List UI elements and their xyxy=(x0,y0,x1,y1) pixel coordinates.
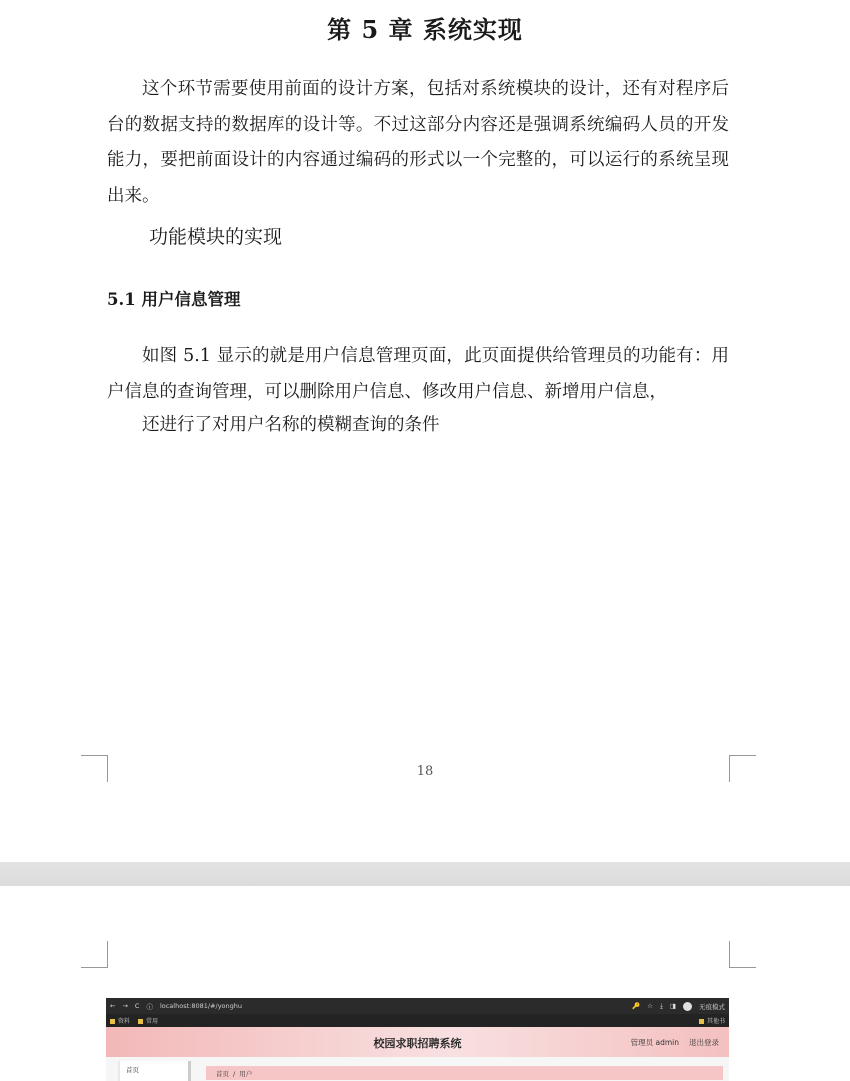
app-title: 校园求职招聘系统 xyxy=(373,1037,462,1050)
sidebar-menu xyxy=(118,1061,190,1081)
reload-icon[interactable]: C xyxy=(134,1002,140,1010)
incognito-label: 无痕模式 xyxy=(699,1002,725,1011)
page-gap xyxy=(0,862,850,886)
forward-icon[interactable]: → xyxy=(122,1002,128,1010)
back-icon[interactable]: ← xyxy=(110,1002,116,1010)
info-icon: ⓘ xyxy=(146,1002,153,1011)
condition-paragraph: 还进行了对用户名称的模糊查询的条件 xyxy=(142,415,440,435)
breadcrumb-separator: / xyxy=(233,1070,236,1078)
figure-paragraph: 如图 5.1 显示的就是用户信息管理页面，此页面提供给管理员的功能有：用户信息的查询管理，可以删除用户信息、修改用户信息、新增用户信息， xyxy=(107,346,729,402)
crop-mark-top-right xyxy=(729,941,756,968)
figure-screenshot xyxy=(106,998,729,1081)
bookmark-folder-other[interactable]: 其他书 xyxy=(699,1016,725,1025)
logout-link[interactable]: 退出登录 xyxy=(689,1038,719,1047)
breadcrumb-home[interactable]: 首页 xyxy=(216,1070,229,1078)
user-area xyxy=(631,1037,719,1048)
sidebar-item-home[interactable]: 首页 xyxy=(126,1066,139,1074)
star-icon[interactable]: ☆ xyxy=(647,1002,653,1010)
address-bar[interactable]: localhost:8081/#/yonghu xyxy=(159,1002,242,1010)
intro-paragraph: 这个环节需要使用前面的设计方案，包括对系统模块的设计，还有对程序后台的数据支持的数据库的设计等。不过这部分内容还是强调系统编码人员的开发能力，要把前面设计的内容通过编码的形式以一个完整的，可以运行的系统呈现出来。 xyxy=(107,79,729,206)
bookmark-folder[interactable]: 常用 xyxy=(138,1016,158,1025)
incognito-avatar-icon[interactable] xyxy=(683,1002,692,1011)
panel-icon[interactable]: ◨ xyxy=(669,1002,676,1010)
page-number: 18 xyxy=(416,764,434,779)
browser-toolbar xyxy=(106,998,729,1014)
app-header xyxy=(106,1027,729,1057)
download-icon[interactable]: ⤓ xyxy=(659,1001,663,1010)
document-page-19 xyxy=(0,886,850,1081)
section-heading: 5.1 用户信息管理 xyxy=(107,290,241,309)
app-body xyxy=(106,1057,729,1081)
current-user: 管理员 admin xyxy=(630,1038,679,1047)
subsection-title: 功能模块的实现 xyxy=(149,226,283,248)
sidebar-scrollbar[interactable] xyxy=(188,1061,191,1081)
breadcrumb-current: 用户 xyxy=(239,1070,253,1078)
crop-mark-top-left xyxy=(81,941,108,968)
bookmark-folder[interactable]: 资料 xyxy=(110,1016,130,1025)
breadcrumb xyxy=(206,1066,723,1080)
bookmarks-bar xyxy=(106,1014,729,1027)
key-icon[interactable]: 🔑 xyxy=(632,1002,641,1010)
chapter-title: 第 5 章 系统实现 xyxy=(327,15,523,44)
